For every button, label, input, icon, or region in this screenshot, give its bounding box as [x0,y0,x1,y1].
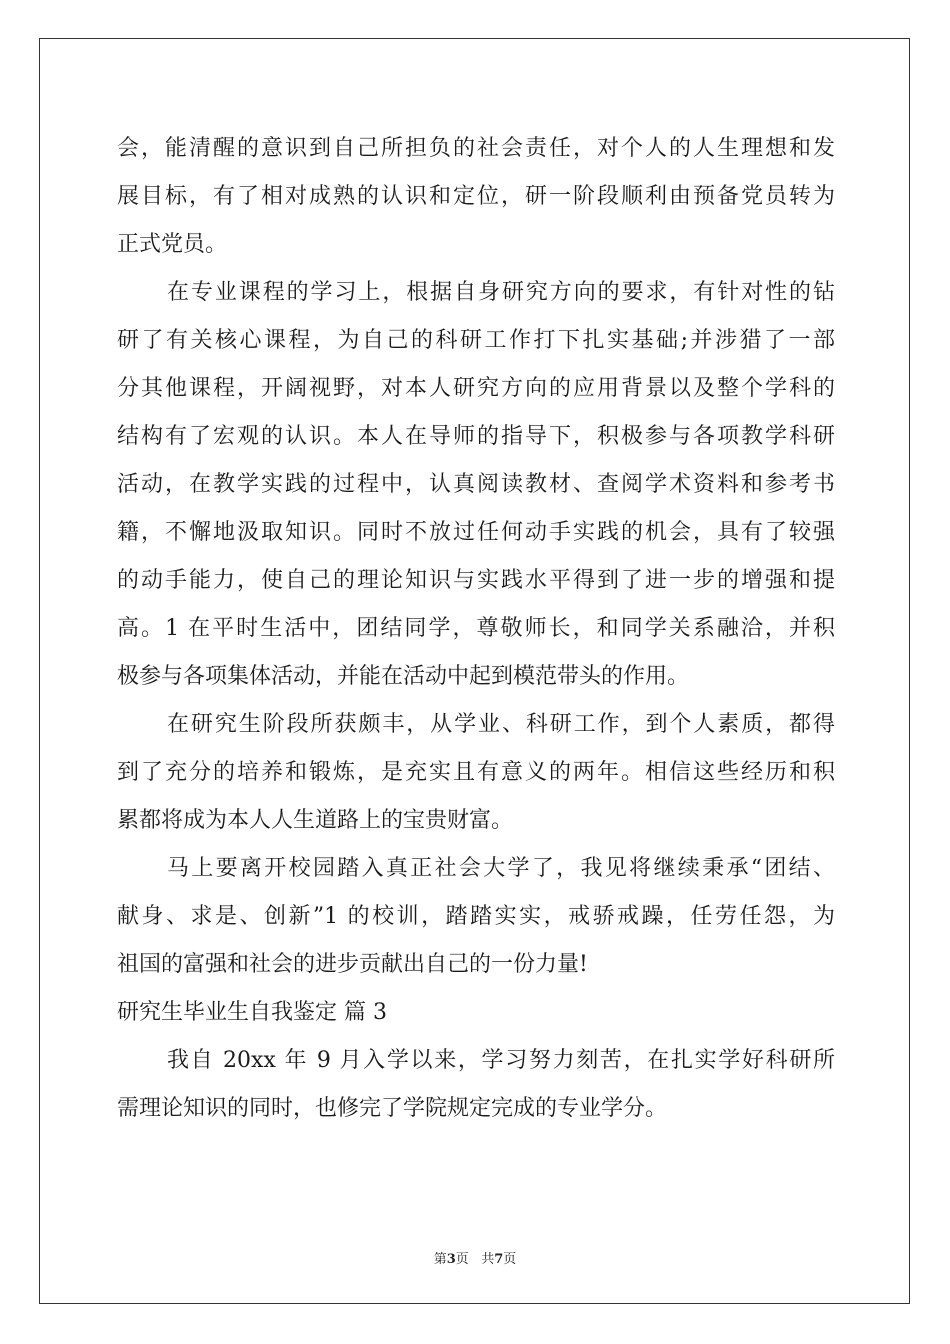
document-body [117,125,835,1133]
page-footer [0,1248,950,1267]
text-line: 到了充分的培养和锻炼，是充实且有意义的两年。相信这些经历和积 [117,760,835,785]
footer-total-prefix: 共 [481,1252,495,1267]
footer-page-suffix: 页 [455,1252,469,1267]
text-line: 正式党员。 [117,232,228,257]
text-line: 累都将成为本人人生道路上的宝贵财富。 [117,808,514,833]
text-line: 活动，在教学实践的过程中，认真阅读教材、查阅学术资料和参考书 [117,472,835,497]
text-line: 的动手能力，使自己的理论知识与实践水平得到了进一步的增强和提 [117,568,835,593]
text-line: 马上要离开校园踏入真正社会大学了，我见将继续秉承“团结、 [167,856,835,881]
text-line: 结构有了宏观的认识。本人在导师的指导下，积极参与各项教学科研 [117,424,835,449]
text-line: 研了有关核心课程，为自己的科研工作打下扎实基础;并涉猎了一部 [117,328,835,353]
text-line: 需理论知识的同时，也修完了学院规定完成的专业学分。 [117,1096,668,1121]
text-line: 在研究生阶段所获颇丰，从学业、科研工作，到个人素质，都得 [167,712,835,737]
text-line: 籍，不懈地汲取知识。同时不放过任何动手实践的机会，具有了较强 [117,520,835,545]
text-line: 展目标，有了相对成熟的认识和定位，研一阶段顺利由预备党员转为 [117,184,835,209]
footer-total-pages: 7 [494,1252,504,1267]
text-line: 祖国的富强和社会的进步贡献出自己的一份力量! [117,952,588,977]
text-line: 高。1 在平时生活中，团结同学，尊敬师长，和同学关系融洽，并积 [117,616,835,641]
text-line: 我自 20xx 年 9 月入学以来，学习努力刻苦，在扎实学好科研所 [167,1048,835,1073]
footer-prefix: 第 [433,1252,447,1267]
text-line: 极参与各项集体活动，并能在活动中起到模范带头的作用。 [117,664,690,689]
text-line: 分其他课程，开阔视野，对本人研究方向的应用背景以及整个学科的 [117,376,835,401]
footer-page-number: 3 [446,1252,456,1267]
footer-total-suffix: 页 [503,1252,517,1267]
text-line: 会，能清醒的意识到自己所担负的社会责任，对个人的人生理想和发 [117,136,835,161]
text-line: 研究生毕业生自我鉴定 篇 3 [117,1000,387,1025]
text-line: 献身、求是、创新”1 的校训，踏踏实实，戒骄戒躁，任劳任怨，为 [117,904,835,929]
text-line: 在专业课程的学习上，根据自身研究方向的要求，有针对性的钻 [167,280,835,305]
